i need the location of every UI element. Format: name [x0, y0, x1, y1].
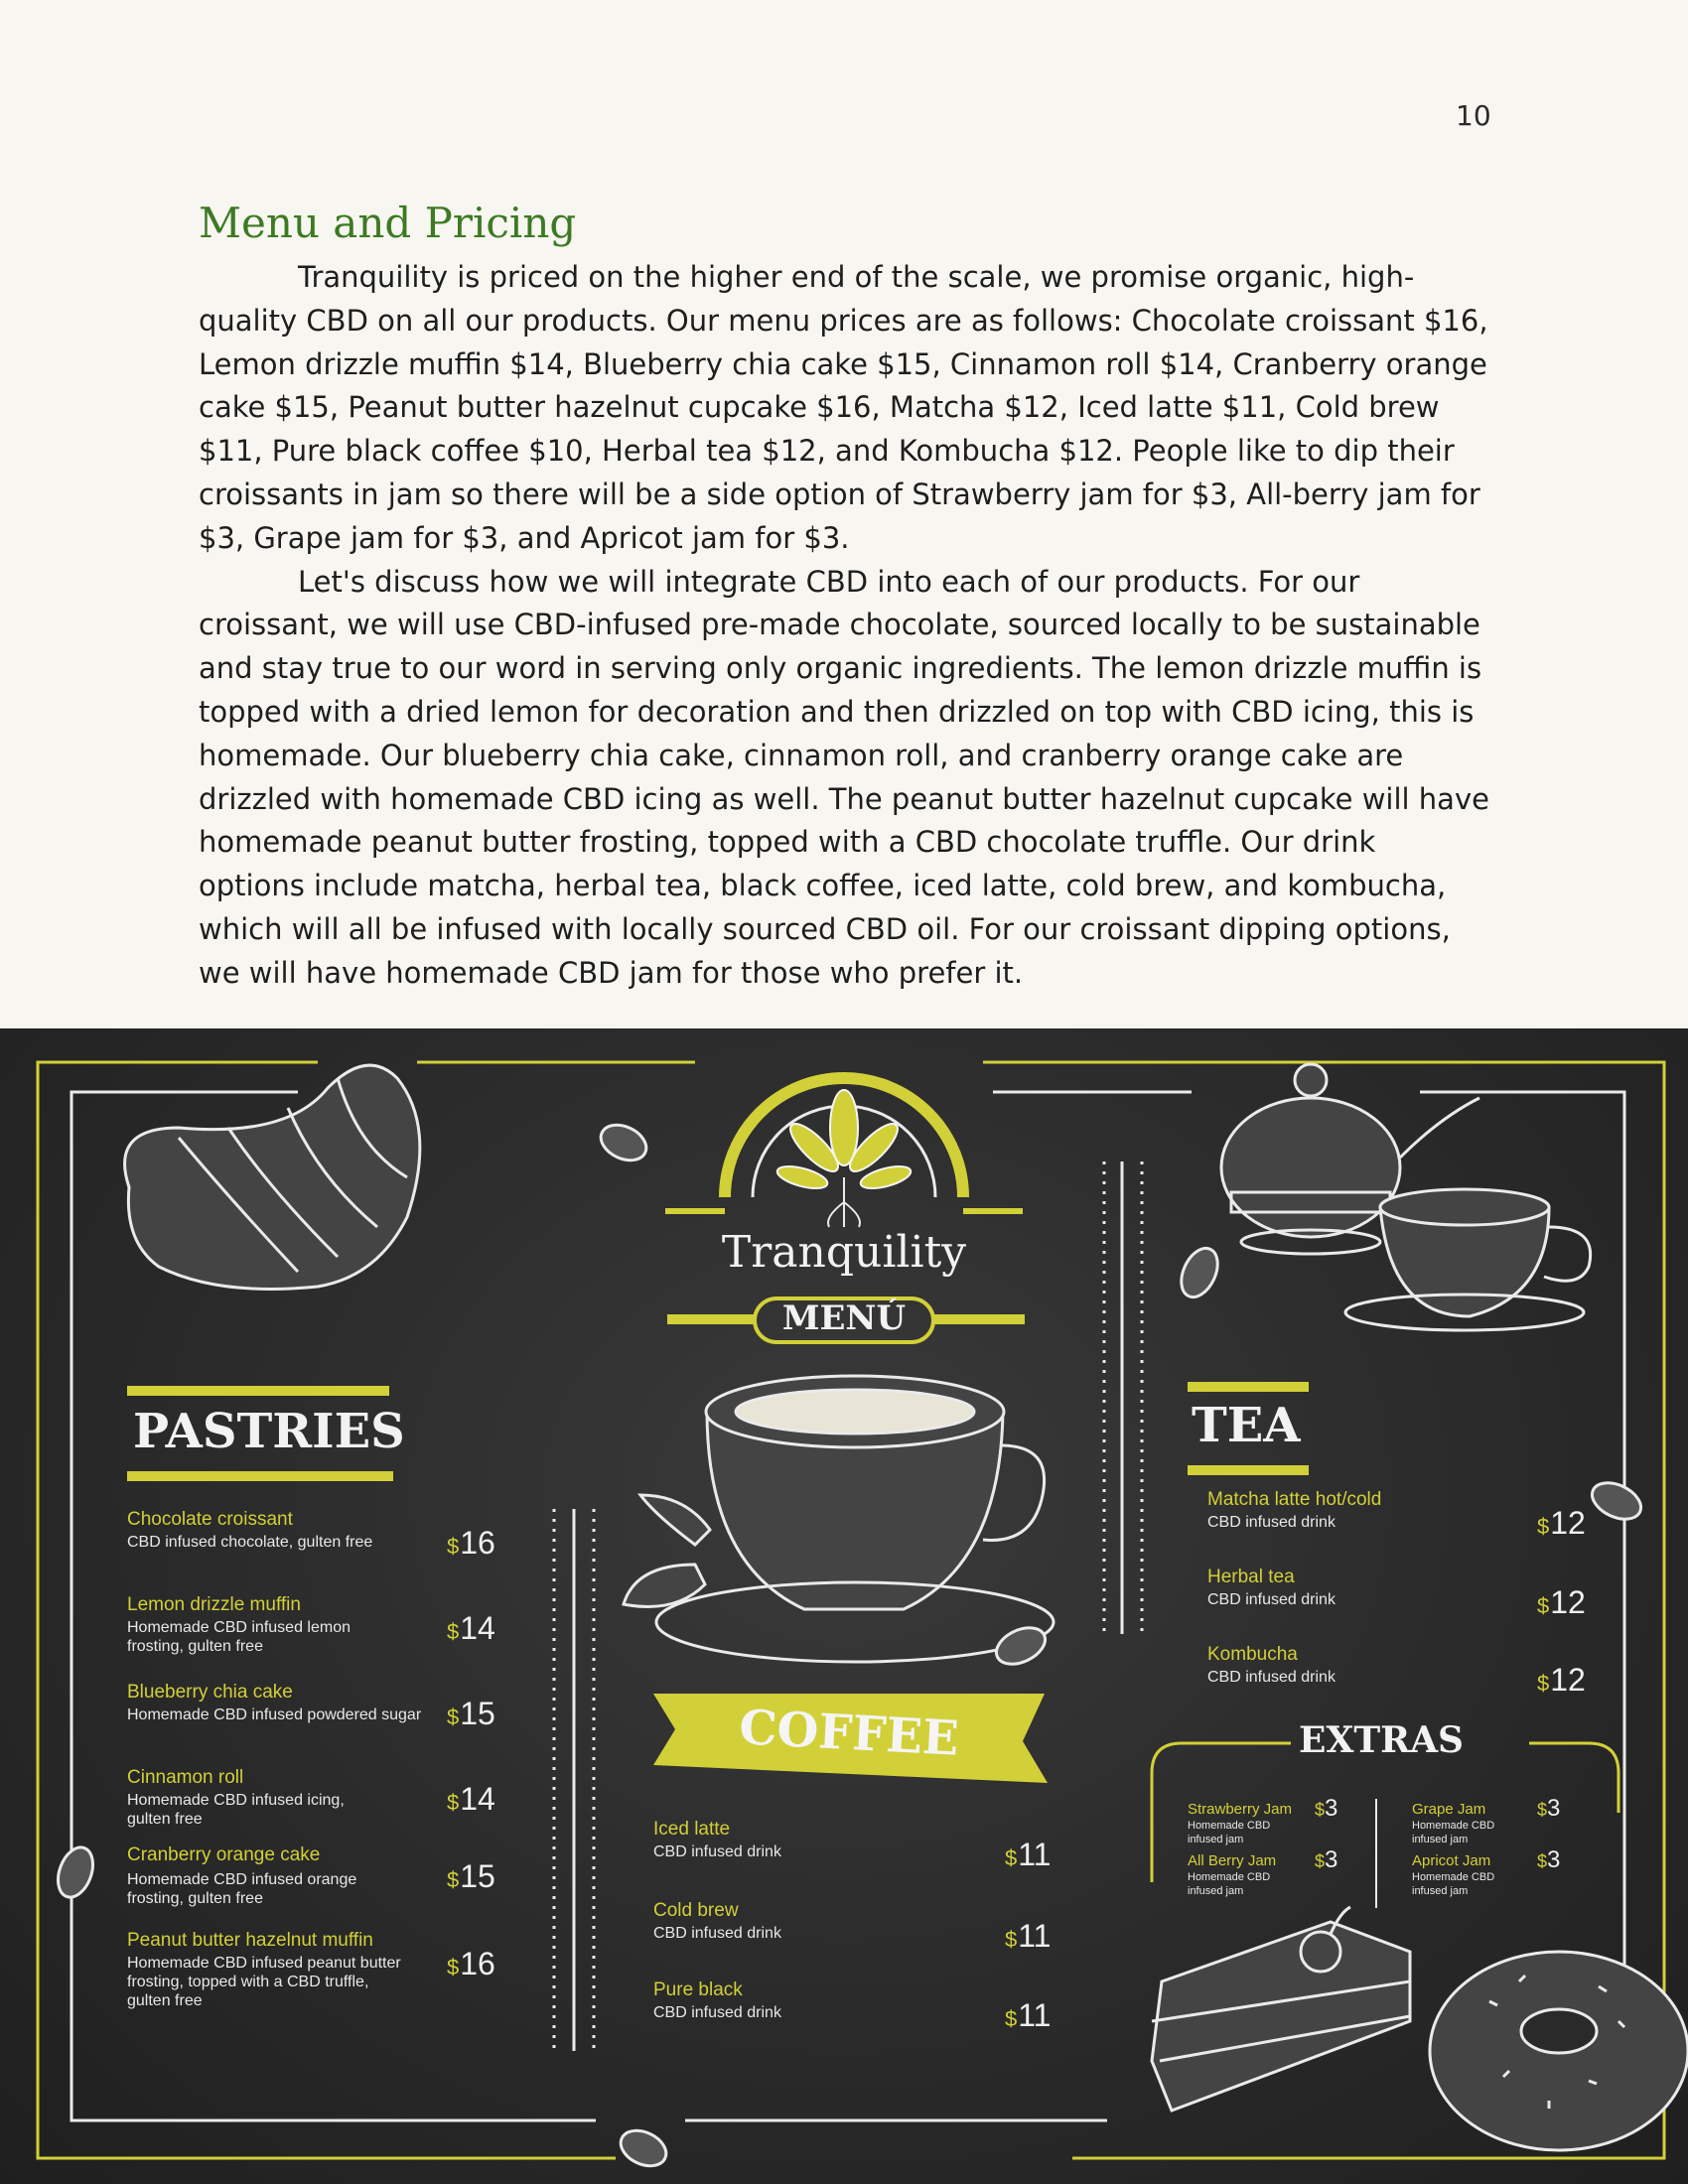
- paragraph-cbd-integration: Let's discuss how we will integrate CBD into each of our products. For our croissant, we will use CBD-infused pre-made chocolate, sourced locally to be sustainable and stay true to our word in serving only organic ingredients. The lemon drizzle muffin is topped with a dried lemon for decoration and then drizzled on top with CBD icing, this is homemade. Our blueberry chia cake, cinnamon roll, and cranberry orange cake are drizzled with homemade CBD icing as well. The peanut butter hazelnut cupcake will have homemade peanut butter frosting, topped with a CBD chocolate truffle. Our drink options include matcha, herbal tea, black coffee, iced latte, cold brew, and kombucha, which will all be infused with locally sourced CBD oil. For our croissant dipping options, we will have homemade CBD jam for those who prefer it.: [199, 564, 1489, 990]
- tea-name: Herbal tea: [1207, 1567, 1295, 1587]
- croissant-illustration: [125, 1065, 420, 1289]
- coffee-price: $11: [1005, 1997, 1052, 2033]
- coffee-cup-illustration: [624, 1376, 1054, 1662]
- chalkboard-menu-image: [0, 1028, 1688, 2184]
- pastry-price: $14: [447, 1610, 495, 1646]
- tea-price: $12: [1537, 1662, 1586, 1698]
- tea-desc: CBD infused drink: [1207, 1591, 1336, 1608]
- pastry-name: Chocolate croissant: [127, 1509, 293, 1530]
- donut-illustration: [1430, 1952, 1688, 2150]
- tea-price: $12: [1537, 1584, 1586, 1620]
- pastry-desc: CBD infused chocolate, gulten free: [127, 1534, 373, 1551]
- section-heading: Menu and Pricing: [199, 199, 577, 247]
- pastry-name: Lemon drizzle muffin: [127, 1594, 301, 1615]
- extra-desc: Homemade CBD infused jam: [1188, 1820, 1271, 1845]
- brand-name: Tranquility: [721, 1227, 967, 1278]
- pastry-desc: Homemade CBD infused peanut butter frosting, topped with a CBD truffle, gulten free: [127, 1955, 401, 2009]
- pastry-price: $15: [447, 1858, 495, 1894]
- tea-name: Kombucha: [1207, 1644, 1298, 1665]
- pastry-desc: Homemade CBD infused lemon frosting, gulten free: [127, 1619, 351, 1655]
- extras-title: EXTRAS: [1299, 1719, 1465, 1761]
- extra-desc: Homemade CBD infused jam: [1188, 1871, 1271, 1897]
- pastry-price: $16: [447, 1946, 495, 1981]
- pastry-desc: Homemade CBD infused icing, gulten free: [127, 1792, 345, 1828]
- extra-price: $3: [1315, 1795, 1338, 1822]
- leaf-logo: [665, 1078, 1023, 1227]
- pastry-name: Cranberry orange cake: [127, 1844, 321, 1865]
- extra-name: Grape Jam: [1412, 1801, 1486, 1818]
- tea-name: Matcha latte hot/cold: [1207, 1489, 1382, 1510]
- tea-cup-illustration: [1345, 1189, 1591, 1330]
- divider-left: [554, 1509, 594, 2051]
- extra-price: $3: [1537, 1795, 1561, 1822]
- tea-desc: CBD infused drink: [1207, 1514, 1336, 1531]
- menu-label: MENÚ: [781, 1298, 907, 1338]
- tea-desc: CBD infused drink: [1207, 1669, 1336, 1686]
- coffee-name: Cold brew: [653, 1900, 739, 1921]
- tea-title: TEA: [1192, 1398, 1301, 1453]
- body-text: [199, 256, 1489, 996]
- pastries-title: PASTRIES: [133, 1404, 405, 1459]
- extra-name: All Berry Jam: [1188, 1852, 1277, 1869]
- cake-illustration: [1152, 1907, 1410, 2111]
- extra-name: Strawberry Jam: [1188, 1801, 1293, 1818]
- extra-desc: Homemade CBD infused jam: [1412, 1820, 1495, 1845]
- coffee-desc: CBD infused drink: [653, 1843, 781, 1860]
- paragraph-pricing: Tranquility is priced on the higher end of the scale, we promise organic, high-quality CBD on all our products. Our menu prices are as follows: Chocolate croissant $16, Lemon drizzle muffin $14, Blueberry chia cake $15, Cinnamon roll $14, Cranberry orange cake $15, Peanut butter hazelnut cupcake $16, Matcha $12, Iced latte $11, Cold brew $11, Pure black coffee $10, Herbal tea $12, and Kombucha $12. People like to dip their croissants in jam so there will be a side option of Strawberry jam for $3, All-berry jam for $3, Grape jam for $3, and Apricot jam for $3.: [199, 260, 1488, 555]
- page-number: 10: [1456, 99, 1491, 132]
- tea-price: $12: [1537, 1505, 1586, 1541]
- extra-desc: Homemade CBD infused jam: [1412, 1871, 1495, 1897]
- pastry-price: $16: [447, 1525, 495, 1561]
- extra-price: $3: [1537, 1846, 1561, 1873]
- coffee-price: $11: [1005, 1918, 1052, 1954]
- pastry-desc: Homemade CBD infused powdered sugar: [127, 1706, 422, 1723]
- pastry-name: Peanut butter hazelnut muffin: [127, 1930, 373, 1951]
- coffee-desc: CBD infused drink: [653, 1925, 781, 1942]
- pastry-price: $14: [447, 1781, 495, 1817]
- coffee-name: Iced latte: [653, 1819, 731, 1840]
- coffee-name: Pure black: [653, 1979, 743, 2000]
- pastry-price: $15: [447, 1696, 495, 1731]
- pastry-desc: Homemade CBD infused orange frosting, gulten free: [127, 1871, 357, 1907]
- pastry-name: Cinnamon roll: [127, 1767, 244, 1788]
- extra-name: Apricot Jam: [1412, 1852, 1491, 1869]
- pastry-name: Blueberry chia cake: [127, 1682, 293, 1703]
- coffee-title: COFFEE: [738, 1700, 960, 1767]
- extra-price: $3: [1315, 1846, 1338, 1873]
- coffee-price: $11: [1005, 1837, 1052, 1872]
- divider-right: [1104, 1161, 1142, 1634]
- coffee-desc: CBD infused drink: [653, 2004, 781, 2021]
